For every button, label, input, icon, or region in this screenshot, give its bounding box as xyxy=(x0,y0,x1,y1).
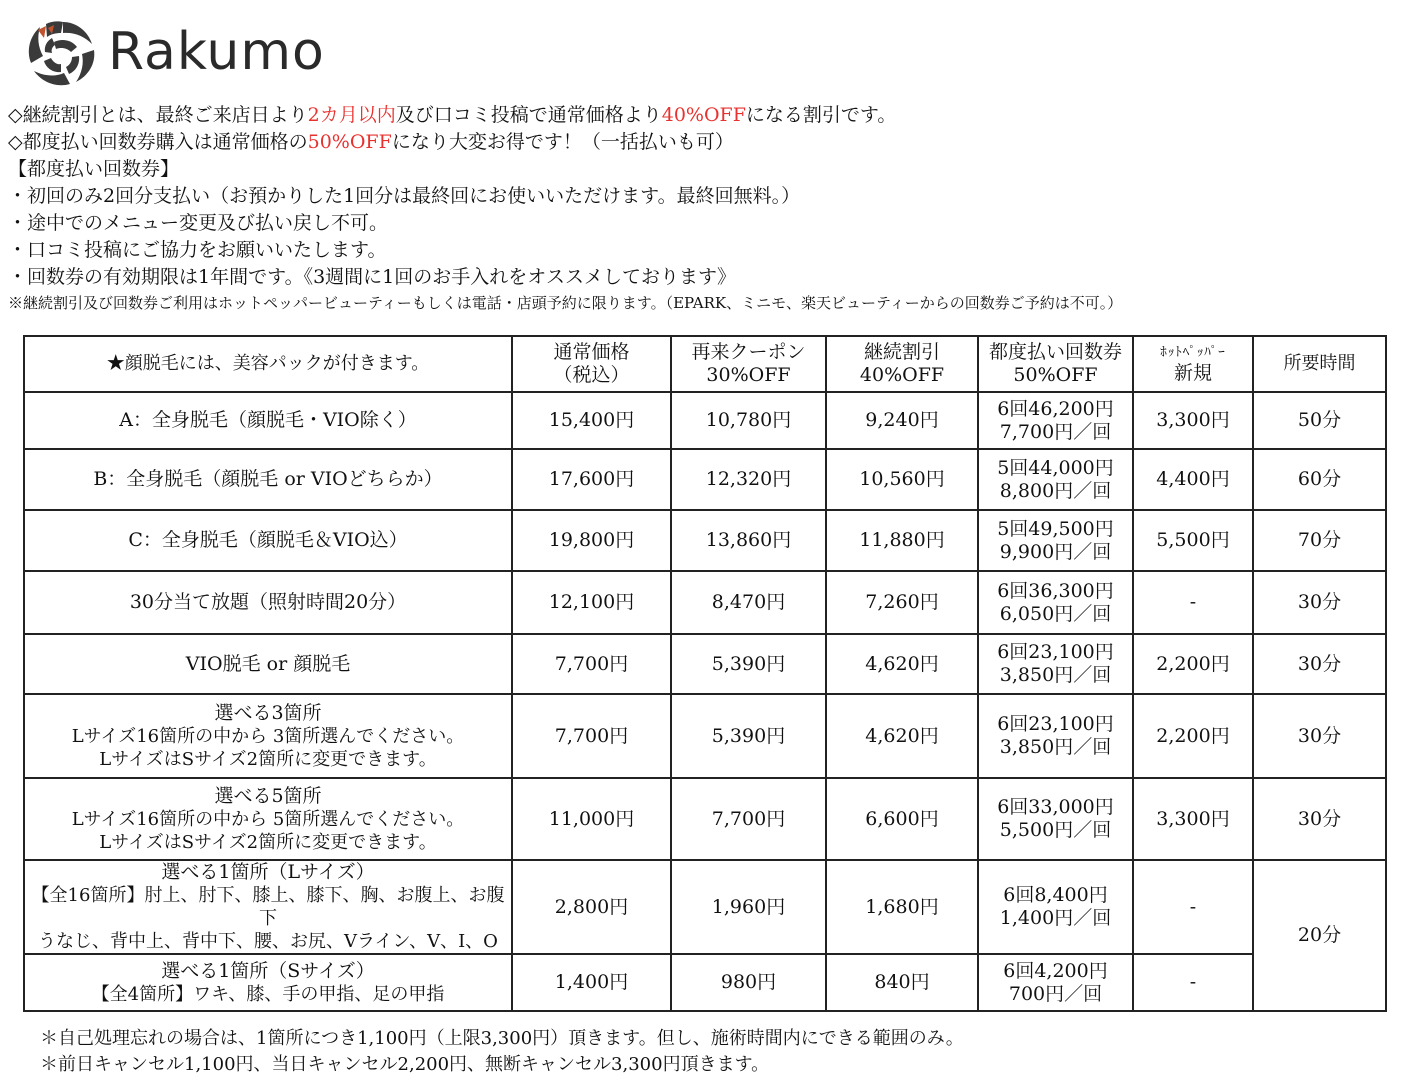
header-hpb: ﾎｯﾄﾍﾟｯﾊﾟｰ 新規 xyxy=(1133,336,1253,392)
note-line-1: ◇継続割引とは、最終ご来店日より2カ月以内及び口コミ投稿で通常価格より40%OFFになる割引です。 xyxy=(8,104,897,126)
notes xyxy=(8,102,1404,315)
row-name: 30分当て放題（照射時間20分） xyxy=(24,571,512,634)
table-row xyxy=(24,392,1386,449)
header-time: 所要時間 xyxy=(1253,336,1386,392)
row-ticket: 6回33,000円 5,500円／回 xyxy=(978,778,1133,860)
row-continue: 10,560円 xyxy=(826,449,978,510)
row-name: C：全身脱毛（顔脱毛＆VIO込） xyxy=(24,510,512,571)
table-row xyxy=(24,571,1386,634)
header-menu: ★顔脱毛には、美容パックが付きます。 xyxy=(24,336,512,392)
logo-text: Rakumo xyxy=(108,22,325,82)
table-row xyxy=(24,778,1386,860)
row-coupon: 8,470円 xyxy=(671,571,826,634)
row-name: 選べる1箇所（Sサイズ） 【全4箇所】ワキ、膝、手の甲指、足の甲指 xyxy=(24,954,512,1011)
row-regular: 7,700円 xyxy=(512,634,671,694)
row-ticket: 5回49,500円 9,900円／回 xyxy=(978,510,1133,571)
row-ticket: 6回46,200円 7,700円／回 xyxy=(978,392,1133,449)
row-regular: 15,400円 xyxy=(512,392,671,449)
row-continue: 11,880円 xyxy=(826,510,978,571)
row-time: 60分 xyxy=(1253,449,1386,510)
row-hpb: 3,300円 xyxy=(1133,778,1253,860)
table-row xyxy=(24,954,1386,1011)
row-ticket: 5回44,000円 8,800円／回 xyxy=(978,449,1133,510)
row-time: 30分 xyxy=(1253,778,1386,860)
row-coupon: 1,960円 xyxy=(671,860,826,954)
row-regular: 19,800円 xyxy=(512,510,671,571)
row-continue: 4,620円 xyxy=(826,634,978,694)
row-continue: 1,680円 xyxy=(826,860,978,954)
note-line-6: ・口コミ投稿にご協力をお願いいたします。 xyxy=(8,239,387,261)
row-regular: 7,700円 xyxy=(512,694,671,778)
header-continue: 継続割引 40%OFF xyxy=(826,336,978,392)
row-ticket: 6回23,100円 3,850円／回 xyxy=(978,634,1133,694)
row-name: VIO脱毛 or 顔脱毛 xyxy=(24,634,512,694)
row-name: 選べる3箇所 Lサイズ16箇所の中から 3箇所選んでください。 LサイズはSサイズ2箇所に変更できます。 xyxy=(24,694,512,778)
row-regular: 2,800円 xyxy=(512,860,671,954)
footer-line-2: ＊前日キャンセル1,100円、当日キャンセル2,200円、無断キャンセル3,300円頂きます。 xyxy=(40,1054,770,1075)
row-ticket: 6回8,400円 1,400円／回 xyxy=(978,860,1133,954)
row-ticket: 6回36,300円 6,050円／回 xyxy=(978,571,1133,634)
row-coupon: 980円 xyxy=(671,954,826,1011)
note-line-2: ◇都度払い回数券購入は通常価格の50%OFFになり大変お得です！（一括払いも可） xyxy=(8,131,734,153)
price-table xyxy=(23,335,1387,1012)
header-coupon: 再来クーポン 30%OFF xyxy=(671,336,826,392)
table-header-row xyxy=(24,336,1386,392)
row-regular: 1,400円 xyxy=(512,954,671,1011)
row-hpb: - xyxy=(1133,954,1253,1011)
note-line-8: ※継続割引及び回数券ご利用はホットペッパービューティーもしくは電話・店頭予約に限ります。（EPARK、ミニモ、楽天ビューティーからの回数券ご予約は不可。） xyxy=(8,294,1123,312)
row-name: A：全身脱毛（顔脱毛・VIO除く） xyxy=(24,392,512,449)
row-coupon: 7,700円 xyxy=(671,778,826,860)
row-coupon: 5,390円 xyxy=(671,694,826,778)
row-hpb: 4,400円 xyxy=(1133,449,1253,510)
row-time: 30分 xyxy=(1253,571,1386,634)
row-continue: 4,620円 xyxy=(826,694,978,778)
row-hpb: - xyxy=(1133,571,1253,634)
note-line-7: ・回数券の有効期限は1年間です。《3週間に1回のお手入れをオススメしております》 xyxy=(8,266,737,288)
row-ticket: 6回4,200円 700円／回 xyxy=(978,954,1133,1011)
row-name: 選べる5箇所 Lサイズ16箇所の中から 5箇所選んでください。 LサイズはSサイズ2箇所に変更できます。 xyxy=(24,778,512,860)
footer-notes xyxy=(40,1026,1400,1078)
row-time: 30分 xyxy=(1253,694,1386,778)
row-hpb: - xyxy=(1133,860,1253,954)
row-coupon: 12,320円 xyxy=(671,449,826,510)
note-line-3: 【都度払い回数券】 xyxy=(8,158,180,180)
row-hpb: 2,200円 xyxy=(1133,694,1253,778)
table-row xyxy=(24,449,1386,510)
rakumo-logo-icon xyxy=(24,16,102,88)
note-line-4: ・初回のみ2回分支払い（お預かりした1回分は最終回にお使いいただけます。最終回無料。） xyxy=(8,185,801,207)
row-name: B：全身脱毛（顔脱毛 or VIOどちらか） xyxy=(24,449,512,510)
row-time: 70分 xyxy=(1253,510,1386,571)
row-continue: 9,240円 xyxy=(826,392,978,449)
table-row xyxy=(24,860,1386,954)
header-regular: 通常価格 （税込） xyxy=(512,336,671,392)
row-ticket: 6回23,100円 3,850円／回 xyxy=(978,694,1133,778)
logo xyxy=(24,14,325,90)
note-line-5: ・途中でのメニュー変更及び払い戻し不可。 xyxy=(8,212,389,234)
row-coupon: 13,860円 xyxy=(671,510,826,571)
header-ticket: 都度払い回数券 50%OFF xyxy=(978,336,1133,392)
row-name: 選べる1箇所（Lサイズ） 【全16箇所】肘上、肘下、膝上、膝下、胸、お腹上、お腹下 うなじ、背中上、背中下、腰、お尻、Vライン、V、I、O xyxy=(24,860,512,954)
row-time: 30分 xyxy=(1253,634,1386,694)
row-continue: 6,600円 xyxy=(826,778,978,860)
row-time: 20分 xyxy=(1253,860,1386,1011)
row-hpb: 2,200円 xyxy=(1133,634,1253,694)
row-time: 50分 xyxy=(1253,392,1386,449)
row-coupon: 10,780円 xyxy=(671,392,826,449)
row-hpb: 5,500円 xyxy=(1133,510,1253,571)
row-continue: 840円 xyxy=(826,954,978,1011)
row-regular: 12,100円 xyxy=(512,571,671,634)
table-row xyxy=(24,510,1386,571)
footer-line-1: ＊自己処理忘れの場合は、1箇所につき1,100円（上限3,300円）頂きます。但し、施術時間内にできる範囲のみ。 xyxy=(40,1028,964,1049)
table-row xyxy=(24,634,1386,694)
row-regular: 11,000円 xyxy=(512,778,671,860)
row-hpb: 3,300円 xyxy=(1133,392,1253,449)
row-coupon: 5,390円 xyxy=(671,634,826,694)
row-regular: 17,600円 xyxy=(512,449,671,510)
row-continue: 7,260円 xyxy=(826,571,978,634)
table-row xyxy=(24,694,1386,778)
